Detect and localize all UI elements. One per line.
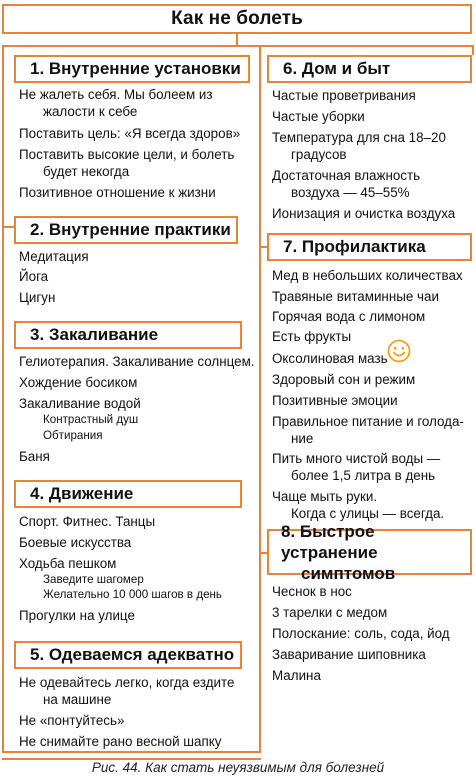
s1-item-4: Позитивное отношение к жизни [19, 185, 216, 200]
section-6-heading: 6. Дом и быт [267, 55, 472, 83]
s6-item-3b: градусов [291, 147, 347, 162]
s3-item-4: Баня [19, 449, 50, 464]
s7-item-10b: Когда с улицы — всегда. [291, 506, 445, 521]
s7-item-8: Правильное питание и голода- [272, 414, 464, 429]
s6-item-2: Частые уборки [272, 109, 365, 124]
s2-item-3: Цигун [19, 290, 56, 305]
s7-item-9b: более 1,5 литра в день [291, 468, 436, 483]
s8-item-3: Полоскание: соль, сода, йод [272, 626, 450, 641]
s4-subitem-2: Желательно 10 000 шагов в день [43, 588, 222, 601]
section-2-heading: 2. Внутренние практики [14, 216, 238, 244]
s8-item-2: 3 тарелки с медом [272, 605, 388, 620]
s3-subitem-2: Обтирания [43, 429, 103, 442]
s6-item-4b: воздуха — 45–55% [291, 185, 410, 200]
section-7-heading: 7. Профилактика [267, 233, 472, 261]
section-4-heading: 4. Движение [14, 480, 242, 508]
s3-subitem-1: Контрастный душ [43, 413, 139, 426]
s2-item-1: Медитация [19, 249, 89, 264]
s7-item-7: Позитивные эмоции [272, 393, 398, 408]
s4-subitem-1: Заведите шагомер [43, 573, 144, 586]
s5-item-1: Не одевайтесь легко, когда ездите [19, 675, 235, 690]
s3-item-1: Гелиотерапия. Закаливание солнцем. [19, 354, 255, 369]
s1-item-1: Не жалеть себя. Мы болеем из [19, 87, 213, 102]
s6-item-4: Достаточная влажность [272, 168, 421, 183]
s1-item-1b: жалости к себе [43, 104, 138, 119]
s7-item-3: Горячая вода с лимоном [272, 309, 426, 324]
s4-item-3: Ходьба пешком [19, 556, 117, 571]
s4-item-2: Боевые искусства [19, 535, 132, 550]
smiley-right-eye [401, 347, 404, 350]
diagram-title: Как не болеть [2, 4, 472, 34]
s8-item-1: Чеснок в нос [272, 584, 352, 599]
figure-caption: Рис. 44. Как стать неуязвимым для болезней [91, 760, 385, 775]
section-5-heading: 5. Одеваемся адекватно [14, 641, 242, 669]
s8-item-4: Заваривание шиповника [272, 647, 426, 662]
center-spine [259, 45, 261, 753]
left-spine [2, 45, 4, 753]
s7-item-9: Пить много чистой воды — [272, 451, 441, 466]
s7-item-6: Здоровый сон и режим [272, 372, 416, 387]
s7-item-2: Травяные витаминные чаи [272, 289, 439, 304]
s7-item-8b: ние [291, 431, 314, 446]
s5-item-1b: на машине [43, 692, 112, 707]
s1-item-2: Поставить цель: «Я всегда здоров» [19, 126, 241, 141]
s5-item-3: Не снимайте рано весной шапку [19, 734, 222, 749]
section-1-heading: 1. Внутренние установки [14, 55, 250, 83]
section-3-heading: 3. Закаливание [14, 321, 242, 349]
s6-item-1: Частые проветривания [272, 88, 416, 103]
s5-item-2: Не «понтуйтесь» [19, 713, 125, 728]
section-8-heading [267, 521, 472, 583]
s6-item-3: Температура для сна 18–20 [272, 130, 446, 145]
s4-item-1: Спорт. Фитнес. Танцы [19, 514, 156, 529]
right-spine [472, 45, 474, 55]
s7-item-5: Оксолиновая мазь [272, 351, 388, 366]
s8-item-5: Малина [272, 668, 321, 683]
s3-item-3: Закаливание водой [19, 396, 141, 411]
s1-item-3: Поставить высокие цели, и болеть [19, 147, 235, 162]
smiley-face-icon [387, 339, 411, 363]
left-bottom-line [2, 751, 261, 753]
s3-item-2: Хождение босиком [19, 375, 138, 390]
s6-item-5: Ионизация и очистка воздуха [272, 206, 456, 221]
section-8-heading-line-1: 8. Быстрое устранение [281, 521, 378, 562]
smiley-left-eye [394, 347, 397, 350]
section-8-heading-line-2: симптомов [301, 563, 396, 583]
s7-item-1: Мед в небольших количествах [272, 268, 463, 283]
s7-item-4: Есть фрукты [272, 329, 352, 344]
smiley-face-outline [389, 341, 410, 362]
smiley-mouth [394, 353, 404, 356]
s2-item-2: Йога [19, 269, 49, 284]
s7-item-10: Чаще мыть руки. [272, 489, 378, 504]
s1-item-3b: будет некогда [43, 164, 130, 179]
s4-item-4: Прогулки на улице [19, 608, 135, 623]
